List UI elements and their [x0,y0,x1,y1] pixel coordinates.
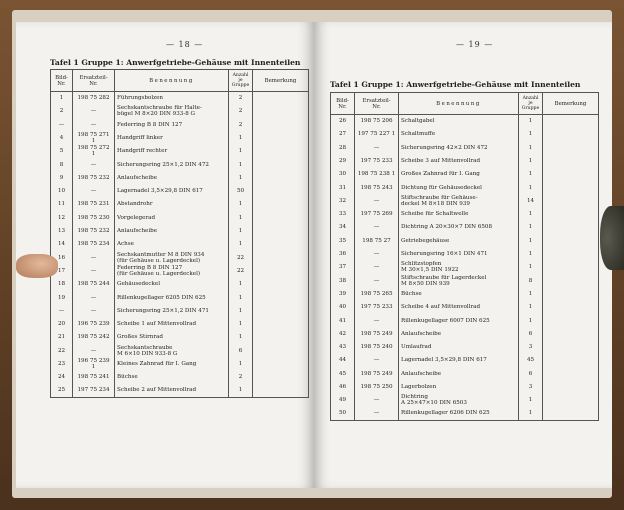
cell-ersatzteil-nr: 198 75 230 [73,211,115,224]
cell-ersatzteil-nr: 198 75 271 1 [73,131,115,144]
cell-bemerkung [253,145,309,158]
cell-anzahl: 1 [519,115,543,128]
right-page [314,22,612,488]
thumb [600,206,624,270]
cell-ersatzteil-nr: 197 75 269 [355,208,399,221]
cell-ersatzteil-nr: 198 75 231 [73,198,115,211]
cell-bild-nr: 50 [331,407,355,420]
cell-bild-nr: 38 [331,274,355,287]
cell-bemerkung [543,194,599,207]
cell-anzahl: 1 [229,131,253,144]
table-row [331,208,599,221]
table-row [51,211,309,224]
cell-anzahl: 2 [229,371,253,384]
cell-bild-nr: 18 [51,278,73,291]
cell-benennung: Anlaufscheibe [115,224,229,237]
cell-benennung: Großes Stirnrad [115,331,229,344]
cell-anzahl: 1 [519,287,543,300]
cell-bild-nr: 44 [331,354,355,367]
cell-benennung: Lagernadel 3,5×29,8 DIN 617 [115,185,229,198]
page-number: — 19 — [456,40,494,49]
cell-bild-nr: 8 [51,158,73,171]
cell-bild-nr: 36 [331,247,355,260]
cell-anzahl: 1 [519,234,543,247]
header-benennung: Benennung [115,70,229,92]
page-number: — 18 — [166,40,204,49]
cell-ersatzteil-nr: 198 75 242 [73,331,115,344]
cell-ersatzteil-nr: 198 75 249 [355,367,399,380]
cell-ersatzteil-nr: — [355,141,399,154]
cell-benennung: Sicherungsring 16×1 DIN 471 [399,247,519,260]
cell-bild-nr: 28 [331,141,355,154]
cell-ersatzteil-nr: 196 75 239 1 [73,357,115,370]
cell-bild-nr: 24 [51,371,73,384]
table-row [51,198,309,211]
cell-ersatzteil-nr: — [355,194,399,207]
cell-bemerkung [253,171,309,184]
cell-bemerkung [253,158,309,171]
cell-bild-nr: 30 [331,168,355,181]
table-row [331,154,599,167]
cell-anzahl: 50 [229,185,253,198]
cell-bild-nr: 2 [51,105,73,118]
table-row [51,105,309,118]
cell-benennung: Scheibe 4 auf Mittenvollrad [399,301,519,314]
cell-bemerkung [253,92,309,105]
cell-ersatzteil-nr: — [355,314,399,327]
cell-benennung: Federring B 8 DIN 127 (für Gehäuse u. Lagerdeckel) [115,264,229,277]
cell-benennung: Lagerbolzen [399,380,519,393]
cell-bild-nr: 45 [331,367,355,380]
cell-bild-nr: 27 [331,128,355,141]
table-row [331,181,599,194]
cell-bild-nr: 33 [331,208,355,221]
cell-bemerkung [543,327,599,340]
cell-benennung: Scheibe 2 auf Mittenvollrad [115,384,229,397]
cell-benennung: Anlaufscheibe [115,171,229,184]
cell-anzahl: 1 [519,301,543,314]
parts-table [330,92,599,421]
cell-ersatzteil-nr: — [355,221,399,234]
cell-bild-nr: 19 [51,291,73,304]
cell-bemerkung [543,314,599,327]
table-row [51,251,309,264]
table-row [331,261,599,274]
cell-benennung: Sicherungsring 25×1,2 DIN 471 [115,304,229,317]
header-anzahl: Anzahl je Gruppe [229,70,253,92]
cell-bemerkung [253,224,309,237]
cell-anzahl: 1 [229,331,253,344]
cell-bemerkung [253,105,309,118]
cell-bild-nr: 1 [51,92,73,105]
cell-bild-nr: 40 [331,301,355,314]
cell-benennung: Federring B 8 DIN 127 [115,118,229,131]
cell-benennung: Dichtring A 25×47×10 DIN 6503 [399,394,519,407]
cell-bild-nr: 26 [331,115,355,128]
cell-anzahl: 3 [519,341,543,354]
cell-bild-nr: 43 [331,341,355,354]
cell-bild-nr: 42 [331,327,355,340]
table-row [331,314,599,327]
cell-bemerkung [543,380,599,393]
cell-bemerkung [543,128,599,141]
header-bild-nr: Bild- Nr. [331,93,355,115]
cell-bemerkung [253,251,309,264]
cell-bemerkung [543,394,599,407]
table-row [331,394,599,407]
cell-bemerkung [543,341,599,354]
cell-anzahl: 1 [519,181,543,194]
cell-ersatzteil-nr: 198 75 241 [73,371,115,384]
table-row [51,264,309,277]
cell-bemerkung [253,264,309,277]
cell-ersatzteil-nr: — [73,118,115,131]
table-row [51,158,309,171]
cell-bild-nr: 13 [51,224,73,237]
table-row [51,171,309,184]
cell-bemerkung [253,304,309,317]
cell-bild-nr: 17 [51,264,73,277]
cell-benennung: Stiftschraube für Lagerdeckel M 8×50 DIN 939 [399,274,519,287]
cell-bemerkung [253,278,309,291]
cell-ersatzteil-nr: 198 75 244 [73,278,115,291]
table-row [51,357,309,370]
header-bemerkung: Bemerkung [253,70,309,92]
cell-bemerkung [543,407,599,420]
cell-benennung: Gehäusedeckel [115,278,229,291]
cell-anzahl: 6 [519,327,543,340]
cell-ersatzteil-nr: 196 75 239 [73,318,115,331]
cell-ersatzteil-nr: 197 75 233 [355,154,399,167]
cell-bild-nr: 29 [331,154,355,167]
cell-bemerkung [543,274,599,287]
cell-anzahl: 1 [519,314,543,327]
header-bemerkung: Bemerkung [543,93,599,115]
cell-anzahl: 6 [229,344,253,357]
cell-bild-nr: 31 [331,181,355,194]
cell-benennung: Schlitzstopfen M 30×1,5 DIN 1922 [399,261,519,274]
cell-benennung: Handgriff linker [115,131,229,144]
cell-bemerkung [543,261,599,274]
table-row [331,247,599,260]
cell-anzahl: 1 [229,318,253,331]
cell-anzahl: 1 [519,407,543,420]
cell-benennung: Rillenkugellager 6205 DIN 625 [115,291,229,304]
page-title: Tafel 1 Gruppe 1: Anwerfgetriebe-Gehäuse mit Innenteilen [330,80,581,89]
cell-benennung: Dichtring A 20×30×7 DIN 6508 [399,221,519,234]
cell-anzahl: 1 [519,261,543,274]
header-benennung: Benennung [399,93,519,115]
cell-anzahl: 3 [519,380,543,393]
cell-bild-nr: 9 [51,171,73,184]
cell-bemerkung [253,131,309,144]
cell-anzahl: 1 [519,208,543,221]
cell-benennung: Getriebegehäuse [399,234,519,247]
cell-bild-nr: 34 [331,221,355,234]
cell-benennung: Sechskantschraube M 6×10 DIN 933-8 G [115,344,229,357]
table-row [331,287,599,300]
table-row [331,274,599,287]
cell-bemerkung [253,318,309,331]
table-row [331,341,599,354]
cell-benennung: Abstandrohr [115,198,229,211]
cell-bild-nr: 10 [51,185,73,198]
table-row [51,92,309,105]
cell-ersatzteil-nr: 198 75 250 [355,380,399,393]
header-anzahl: Anzahl je Gruppe [519,93,543,115]
cell-ersatzteil-nr: — [73,291,115,304]
table-row [51,145,309,158]
cell-bemerkung [543,247,599,260]
cell-bemerkung [253,118,309,131]
cell-benennung: Scheibe für Schaltwelle [399,208,519,221]
cell-bemerkung [543,354,599,367]
cell-benennung: Anlaufscheibe [399,367,519,380]
cell-ersatzteil-nr: — [73,304,115,317]
table-row [331,141,599,154]
cell-benennung: Handgriff rechter [115,145,229,158]
cell-anzahl: 2 [229,118,253,131]
cell-ersatzteil-nr: 197 75 233 [355,301,399,314]
cell-anzahl: 1 [229,304,253,317]
table-row [331,234,599,247]
cell-benennung: Großes Zahnrad für I. Gang [399,168,519,181]
cell-ersatzteil-nr: — [73,185,115,198]
cell-bild-nr: 16 [51,251,73,264]
table-row [51,304,309,317]
cell-anzahl: 2 [229,92,253,105]
cell-benennung: Schaltmuffe [399,128,519,141]
table-row [51,344,309,357]
cell-bemerkung [543,141,599,154]
cell-benennung: Büchse [399,287,519,300]
cell-ersatzteil-nr: — [73,105,115,118]
cell-bild-nr: 39 [331,287,355,300]
cell-benennung: Kleines Zahnrad für I. Gang [115,357,229,370]
cell-bemerkung [253,185,309,198]
table-row [51,185,309,198]
cell-ersatzteil-nr: 197 75 234 [73,384,115,397]
table-row [51,371,309,384]
cell-bemerkung [543,287,599,300]
cell-bild-nr: 32 [331,194,355,207]
cell-bemerkung [543,221,599,234]
cell-benennung: Rillenkugellager 6206 DIN 625 [399,407,519,420]
cell-bemerkung [253,344,309,357]
cell-ersatzteil-nr: 198 75 240 [355,341,399,354]
table-row [331,194,599,207]
cell-bild-nr: 14 [51,238,73,251]
cell-bild-nr: 46 [331,380,355,393]
cell-anzahl: 1 [519,128,543,141]
cell-benennung: Führungsbolzen [115,92,229,105]
cell-benennung: Sechskantschraube für Halte- bügel M 8×20 DIN 933-8 G [115,105,229,118]
cell-benennung: Stiftschraube für Gehäuse- deckel M 8×18 DIN 939 [399,194,519,207]
cell-benennung: Dichtung für Gehäusedeckel [399,181,519,194]
cell-bild-nr: — [51,304,73,317]
cell-bemerkung [253,238,309,251]
cell-bild-nr: 4 [51,131,73,144]
table-row [51,318,309,331]
cell-benennung: Scheibe 1 auf Mittenvollrad [115,318,229,331]
cell-bild-nr: 49 [331,394,355,407]
cell-anzahl: 45 [519,354,543,367]
cell-benennung: Büchse [115,371,229,384]
cell-anzahl: 14 [519,194,543,207]
table-row [51,331,309,344]
cell-anzahl: 1 [519,221,543,234]
header-ersatzteil-nr: Ersatzteil- Nr. [73,70,115,92]
cell-bemerkung [253,211,309,224]
cell-anzahl: 1 [229,224,253,237]
cell-anzahl: 8 [519,274,543,287]
cell-anzahl: 1 [229,291,253,304]
cell-anzahl: 1 [229,278,253,291]
cell-bild-nr: 41 [331,314,355,327]
cell-benennung: Rillenkugellager 6007 DIN 625 [399,314,519,327]
cell-anzahl: 22 [229,264,253,277]
cell-ersatzteil-nr: 197 75 227 1 [355,128,399,141]
cell-bemerkung [253,331,309,344]
cell-anzahl: 1 [229,238,253,251]
table-row [331,128,599,141]
cell-bemerkung [253,384,309,397]
cell-ersatzteil-nr: — [73,344,115,357]
cell-anzahl: 22 [229,251,253,264]
table-row [331,221,599,234]
cell-ersatzteil-nr: 198 75 265 [355,287,399,300]
cell-benennung: Scheibe 3 auf Mittenvollrad [399,154,519,167]
cell-ersatzteil-nr: — [355,274,399,287]
table-row [331,327,599,340]
cell-bemerkung [253,357,309,370]
cell-ersatzteil-nr: 198 75 249 [355,327,399,340]
cell-benennung: Umlaufrad [399,341,519,354]
cell-bild-nr: 20 [51,318,73,331]
table-row [51,384,309,397]
table-row [51,118,309,131]
cell-bild-nr: — [51,118,73,131]
cell-bild-nr: 5 [51,145,73,158]
cell-anzahl: 1 [229,145,253,158]
cell-bemerkung [253,371,309,384]
page-title: Tafel 1 Gruppe 1: Anwerfgetriebe-Gehäuse mit Innenteilen [50,58,301,67]
table-row [331,367,599,380]
cell-ersatzteil-nr: — [73,264,115,277]
cell-anzahl: 1 [519,168,543,181]
cell-benennung: Lagernadel 3,5×29,8 DIN 617 [399,354,519,367]
cell-ersatzteil-nr: — [355,394,399,407]
cell-benennung: Vorgelegerad [115,211,229,224]
cell-anzahl: 1 [519,154,543,167]
cell-ersatzteil-nr: 198 75 27 [355,234,399,247]
cell-anzahl: 2 [229,105,253,118]
cell-benennung: Schaltgabel [399,115,519,128]
cell-bild-nr: 23 [51,357,73,370]
cell-anzahl: 1 [229,198,253,211]
thumb [16,254,58,278]
cell-bemerkung [543,367,599,380]
cell-bild-nr: 12 [51,211,73,224]
table-row [331,380,599,393]
cell-ersatzteil-nr: 198 75 238 1 [355,168,399,181]
cell-ersatzteil-nr: 198 75 206 [355,115,399,128]
cell-ersatzteil-nr: 198 75 234 [73,238,115,251]
cell-bemerkung [543,168,599,181]
parts-table [50,69,309,398]
table-row [331,354,599,367]
cell-anzahl: 1 [519,394,543,407]
table-row [51,131,309,144]
cell-bemerkung [253,198,309,211]
left-page [16,22,314,488]
cell-ersatzteil-nr: 198 75 232 [73,171,115,184]
cell-anzahl: 6 [519,367,543,380]
cell-benennung: Sicherungsring 42×2 DIN 472 [399,141,519,154]
cell-ersatzteil-nr: 198 75 232 [73,224,115,237]
cell-bild-nr: 35 [331,234,355,247]
header-bild-nr: Bild- Nr. [51,70,73,92]
cell-ersatzteil-nr: — [355,261,399,274]
cell-ersatzteil-nr: 198 75 272 1 [73,145,115,158]
cell-anzahl: 1 [519,247,543,260]
cell-ersatzteil-nr: 198 75 243 [355,181,399,194]
table-row [331,301,599,314]
cell-ersatzteil-nr: — [355,247,399,260]
cell-bemerkung [543,115,599,128]
cell-benennung: Anlaufscheibe [399,327,519,340]
cell-bild-nr: 22 [51,344,73,357]
cell-ersatzteil-nr: — [355,407,399,420]
cell-ersatzteil-nr: — [73,158,115,171]
cell-ersatzteil-nr: — [73,251,115,264]
cell-anzahl: 1 [229,357,253,370]
table-row [331,407,599,420]
cell-bild-nr: 11 [51,198,73,211]
cell-benennung: Sicherungsring 25×1,2 DIN 472 [115,158,229,171]
table-row [51,238,309,251]
cell-anzahl: 1 [229,211,253,224]
cell-anzahl: 1 [229,384,253,397]
table-row [51,278,309,291]
cell-anzahl: 1 [229,158,253,171]
table-row [331,115,599,128]
cell-bemerkung [543,234,599,247]
cell-bemerkung [543,181,599,194]
cell-ersatzteil-nr: — [355,354,399,367]
header-ersatzteil-nr: Ersatzteil- Nr. [355,93,399,115]
cell-bemerkung [543,301,599,314]
cell-ersatzteil-nr: 198 75 282 [73,92,115,105]
cell-bemerkung [253,291,309,304]
cell-bemerkung [543,208,599,221]
table-row [51,224,309,237]
cell-benennung: Sechskantmutter M 8 DIN 934 (für Gehäuse u. Lagerdeckel) [115,251,229,264]
cell-bild-nr: 37 [331,261,355,274]
cell-anzahl: 1 [519,141,543,154]
cell-anzahl: 1 [229,171,253,184]
table-row [51,291,309,304]
cell-bemerkung [543,154,599,167]
cell-bild-nr: 21 [51,331,73,344]
cell-benennung: Achse [115,238,229,251]
cell-bild-nr: 25 [51,384,73,397]
table-row [331,168,599,181]
